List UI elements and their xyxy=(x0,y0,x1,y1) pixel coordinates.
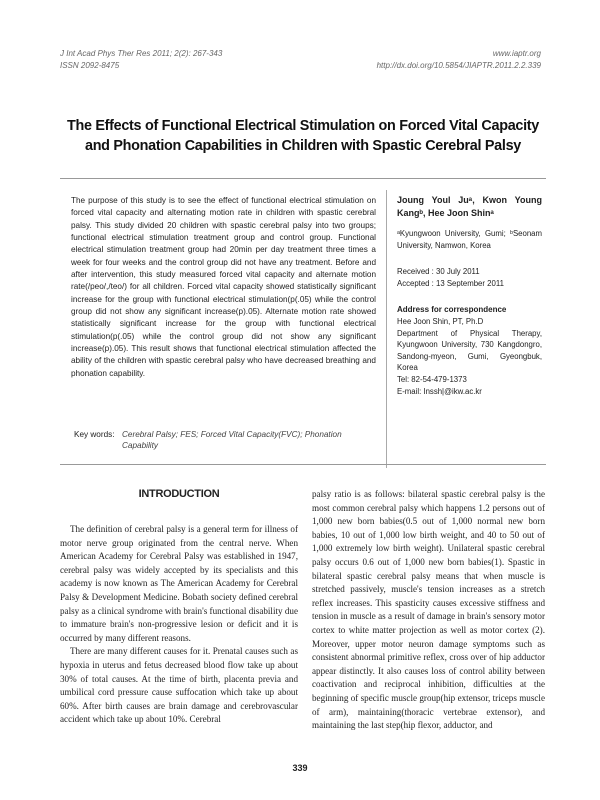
journal-issn: ISSN 2092-8475 xyxy=(60,61,120,70)
title-line-2: and Phonation Capabilities in Children with Spastic Cerebral Palsy xyxy=(84,138,521,154)
dates xyxy=(397,266,542,290)
paper-title xyxy=(60,116,546,156)
correspondence xyxy=(397,316,542,397)
paragraph: palsy ratio is as follows: bilateral spastic cerebral palsy is the most common cerebral palsy which happens 1.2 persons out of 1,000 new born babies(0.5 out of 1,000 normal new born babies, 10 out of 1,000 low birth weight, and 40 to 50 out of 1,000 extremely low birth weight). Unilateral spastic cerebral palsy occurs 0.6 out of 1,000 new born babies(1). Spastic in bilateral spastic cerebral palsy means that when muscle is stretched passively, muscle's tension increases as a stretch reflex increases. This spasticity causes excessive stiffness and tension in muscle as a result of damage in brain's sensory motor cortex to white matter projection as well as motor cortex (2). Moreover, upper motor neuron damage symptoms such as consistent abnormal primitive reflex, cross over of hip adductor appear distinctly. It also causes loss of control ability between coactivation and reciprocal inhibition, difficulties at the beginning of specific muscle group(hip extensor, triceps muscle of arm), maintaining(thoracic vertebrae extensor), and maintaining the last step(hip flexor, adductor, and xyxy=(312,489,545,731)
paragraph: The definition of cerebral palsy is a general term for illness of motor nerve group originated from the central nerve. When American Academy for Cerebral Palsy was established in 1947, cerebral palsy was widely accepted by its specialists and this academy is now known as The American Academy for Cerebral Palsy & Development Medicine. Bobath society defined cerebral palsy as a clinical syndrome with brain's functional disability due to immature brain's non-progressive lesion or deficit and it is occurred by many different reasons. xyxy=(60,524,298,643)
received-date: Received : 30 July 2011 xyxy=(397,267,480,276)
journal-header-right xyxy=(377,48,541,72)
correspondence-name: Hee Joon Shin, PT, Ph.D xyxy=(397,317,484,326)
authors: Joung Youl Juᵃ, Kwon Young Kangᵇ, Hee Joon Shinᵃ xyxy=(397,195,542,218)
journal-header-left xyxy=(60,48,222,72)
abstract: The purpose of this study is to see the effect of functional electrical stimulation on forced vital capacity and alternating motion rate in children with spastic cerebral palsy. This study divided 20 children with spastic cerebral palsy into two groups; functional electrical stimulation treatment group and control group. Functional electrical stimulation treatment group had 20min per day treatment three times a week for four weeks and the control group did not have any treatment. Before and after intervention, this study measured forced vital capacity and alternate motion rate(/peo/,/teo/) for all children. Forced vital capacity showed statistically significant increase for the group with functional electrical stimulation(p(.05) while the control group did not show any significant increase(p).05). Alternate motion rate showed statistically significant increase for the group with functional electrical stimulation(p(.05) while the control group did not show any significant increase(p).05). This result shows that functional electrical stimulation affected the ability of the children with spastic cerebral palsy who have decreased breathing and phonation capability. xyxy=(71,196,376,378)
keywords-value: Cerebral Palsy; FES; Forced Vital Capacity(FVC); Phonation Capability xyxy=(122,430,342,450)
journal-website: www.iaptr.org xyxy=(492,49,541,58)
journal-doi: http://dx.doi.org/10.5854/JIAPTR.2011.2.2.339 xyxy=(376,61,541,70)
body-column-right xyxy=(312,488,545,733)
section-heading-introduction: INTRODUCTION xyxy=(138,488,220,500)
body-column-left xyxy=(60,523,298,727)
correspondence-heading: Address for correspondence xyxy=(397,305,507,314)
page-number: 339 xyxy=(292,763,308,773)
divider-keywords xyxy=(60,464,546,465)
affiliation: ᵃKyungwoon University, Gumi; ᵇSeonam University, Namwon, Korea xyxy=(397,229,542,250)
title-line-1: The Effects of Functional Electrical Stimulation on Forced Vital Capacity xyxy=(66,118,539,134)
divider-top xyxy=(60,178,546,179)
accepted-date: Accepted : 13 September 2011 xyxy=(397,279,504,288)
correspondence-email[interactable]: E-mail: Inssh|@ikw.ac.kr xyxy=(397,386,482,396)
author-info xyxy=(397,194,542,397)
correspondence-tel: Tel: 82-54-479-1373 xyxy=(397,374,467,384)
correspondence-dept: Department of Physical Therapy, Kyungwoon University, 730 Kangdongro, Sandong-myeon, Gumi, Gyeongbuk, Korea xyxy=(397,328,542,373)
keywords-label: Key words: xyxy=(74,430,115,439)
journal-citation: J Int Acad Phys Ther Res 2011; 2(2): 267-343 xyxy=(60,49,223,58)
paragraph: There are many different causes for it. Prenatal causes such as hypoxia in uterus and fetus decreased blood flow take up about 30% of total causes. At the time of birth, placenta previa and umbilical cord pressure cause suffocation which take up about 60%. After birth causes are brain damage and cerebrovascular accident which take up about 10%. Cerebral xyxy=(60,646,298,725)
divider-vertical xyxy=(386,190,387,468)
